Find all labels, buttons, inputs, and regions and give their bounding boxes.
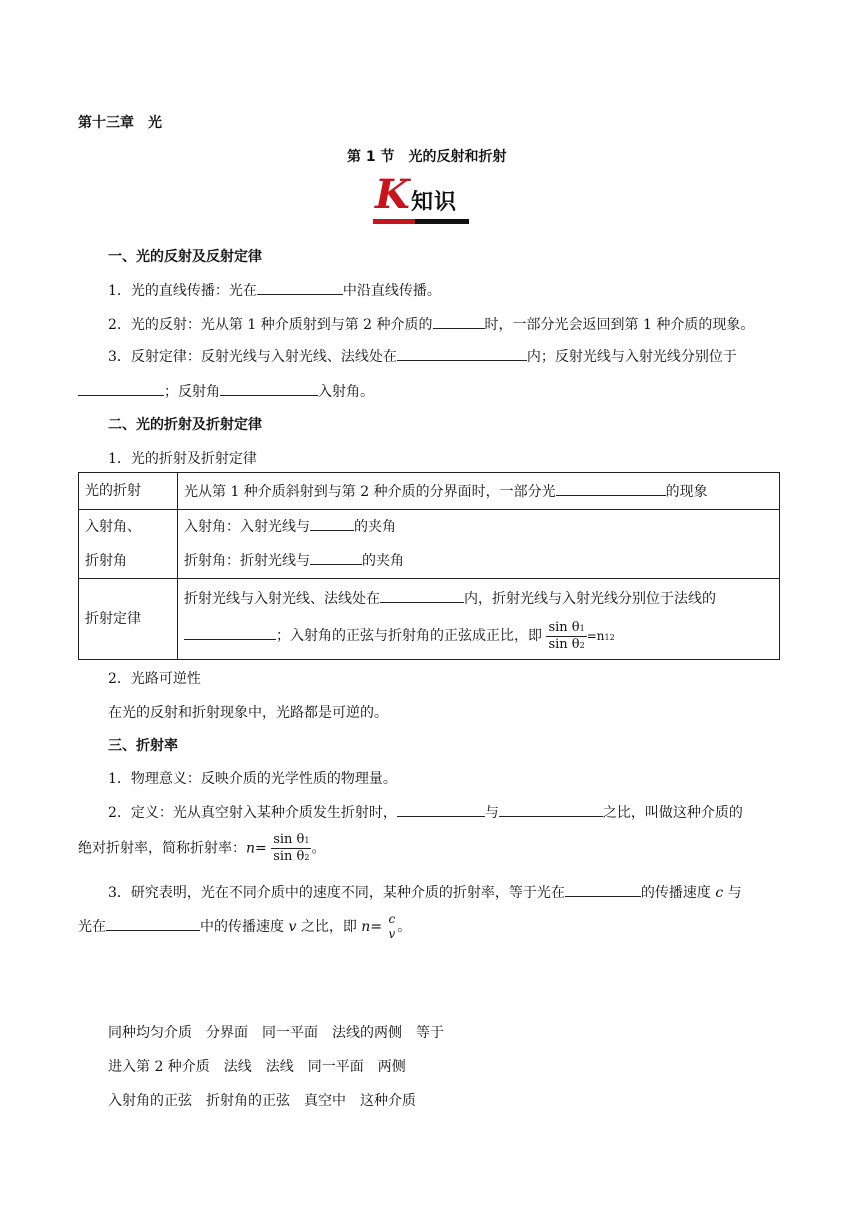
label-line: 折射角 [85, 553, 127, 569]
text: 绝对折射率，简称折射率： [78, 840, 246, 857]
cell-line [184, 544, 773, 578]
fraction-numerator [387, 912, 398, 927]
logo-underline-accent [373, 219, 415, 224]
text: 入射角。 [318, 384, 374, 400]
blank [257, 280, 343, 295]
logo-k: K [375, 171, 410, 218]
text: 时，一部分光会返回到第 1 种介质的现象。 [484, 317, 755, 333]
text: 的夹角 [362, 553, 404, 569]
text: c [388, 912, 396, 926]
blank [184, 625, 276, 640]
text: ；反射角 [164, 384, 220, 400]
text: 。 [311, 840, 326, 857]
text: 的夹角 [354, 519, 396, 535]
answer-line-1: 同种均匀介质 分界面 同一平面 法线的两侧 等于 [108, 1025, 444, 1041]
subscript: 12 [604, 633, 615, 642]
text: sin θ [548, 636, 580, 652]
speed-fraction [387, 912, 398, 942]
para-3-1: 1．物理意义：反映介质的光学性质的物理量。 [108, 771, 397, 787]
text: sin θ [273, 849, 305, 864]
para-3-3 [108, 882, 742, 902]
text: 折射光线与入射光线、法线处在 [184, 591, 380, 607]
blank [220, 381, 318, 396]
var-n: n [246, 840, 256, 857]
text: 中的传播速度 [200, 919, 284, 935]
blank [310, 516, 354, 531]
text: 与 [484, 805, 499, 821]
var-n: n [361, 919, 371, 935]
blank [397, 346, 527, 361]
blank [433, 314, 485, 329]
blank [499, 802, 603, 817]
para-1-1 [108, 280, 441, 300]
knowledge-logo [373, 171, 469, 227]
cell-line [184, 510, 773, 544]
blank [310, 550, 362, 565]
blank [106, 916, 200, 931]
text: 的传播速度 [640, 885, 711, 901]
text: 光从第 1 种介质斜射到与第 2 种介质的分界面时，一部分光 [184, 483, 556, 500]
para-2-3: 在光的反射和折射现象中，光路都是可逆的。 [108, 705, 388, 721]
heading-refractive-index: 三、折射率 [108, 738, 178, 754]
text: 内，折射光线与入射光线分别位于法线的 [464, 591, 716, 607]
table-row [79, 473, 780, 510]
blank [565, 882, 641, 897]
table-row [79, 579, 780, 660]
text: 之比，叫做这种介质的 [602, 805, 743, 821]
text: 光在 [78, 919, 106, 935]
para-1-3-cont [78, 381, 374, 401]
para-2-2: 2．光路可逆性 [108, 671, 201, 687]
text: 中沿直线传播。 [342, 283, 441, 299]
subscript: 2 [304, 853, 310, 862]
table-cell [178, 579, 780, 660]
text: 2．定义：光从真空射入某种介质发生折射时， [108, 805, 397, 821]
subscript: 2 [579, 640, 585, 650]
section-title: 第 1 节 光的反射和折射 [347, 149, 507, 165]
text: = [255, 840, 267, 857]
text: 入射角：入射光线与 [184, 519, 310, 535]
refraction-table [78, 472, 780, 660]
text: 。 [397, 919, 412, 935]
text: 1．光的直线传播：光在 [108, 283, 257, 299]
answer-line-3: 入射角的正弦 折射角的正弦 真空中 这种介质 [108, 1093, 416, 1109]
fraction-denominator [271, 849, 311, 865]
index-fraction [271, 832, 311, 865]
table-row [79, 510, 780, 579]
text: =n [586, 629, 605, 643]
cell-line [184, 617, 773, 657]
logo-text: 知识 [411, 190, 458, 215]
text: sin θ [273, 832, 305, 847]
text: 2．光的反射：光从第 1 种介质射到与第 2 种介质的 [108, 317, 433, 333]
heading-refraction: 二、光的折射及折射定律 [108, 417, 262, 433]
text: 与 [727, 885, 742, 901]
para-3-2 [108, 802, 743, 822]
text: 3．反射定律：反射光线与入射光线、法线处在 [108, 349, 397, 365]
para-2-1: 1．光的折射及折射定律 [108, 451, 257, 467]
para-1-3 [108, 346, 737, 366]
table-cell [178, 510, 780, 579]
var-v: v [288, 919, 297, 935]
para-3-2-cont [78, 832, 325, 865]
heading-reflection: 一、光的反射及反射定律 [108, 249, 262, 265]
var-c: c [715, 885, 724, 901]
snell-fraction [546, 620, 586, 653]
fraction-numerator [546, 620, 586, 637]
table-cell-label: 光的折射 [79, 473, 178, 510]
fraction-denominator [546, 637, 586, 653]
text: 内；反射光线与入射光线分别位于 [526, 349, 737, 365]
subscript: 1 [579, 623, 585, 633]
text: 3．研究表明，光在不同介质中的速度不同，某种介质的折射率，等于光在 [108, 885, 565, 901]
label-line: 入射角、 [85, 519, 141, 535]
answer-line-2: 进入第 2 种介质 法线 法线 同一平面 两侧 [108, 1059, 406, 1075]
text: 折射角：折射光线与 [184, 553, 310, 569]
fraction-denominator [387, 927, 398, 942]
subscript: 1 [304, 836, 310, 845]
text: v [388, 927, 396, 941]
table-cell [178, 473, 780, 510]
chapter-title: 第十三章 光 [78, 115, 162, 131]
cell-line [184, 581, 773, 617]
fraction-numerator [271, 832, 311, 849]
blank [397, 802, 485, 817]
blank [380, 588, 464, 603]
para-1-2 [108, 314, 754, 334]
blank [78, 381, 164, 396]
text: 之比，即 [300, 919, 357, 935]
table-cell-label [79, 510, 178, 579]
text: ；入射角的正弦与折射角的正弦成正比，即 [276, 628, 542, 644]
text: = [370, 919, 383, 935]
table-cell-label: 折射定律 [79, 579, 178, 660]
text: sin θ [548, 619, 580, 635]
blank [556, 481, 666, 496]
para-3-3-cont [78, 912, 411, 942]
text: 的现象 [665, 483, 708, 500]
